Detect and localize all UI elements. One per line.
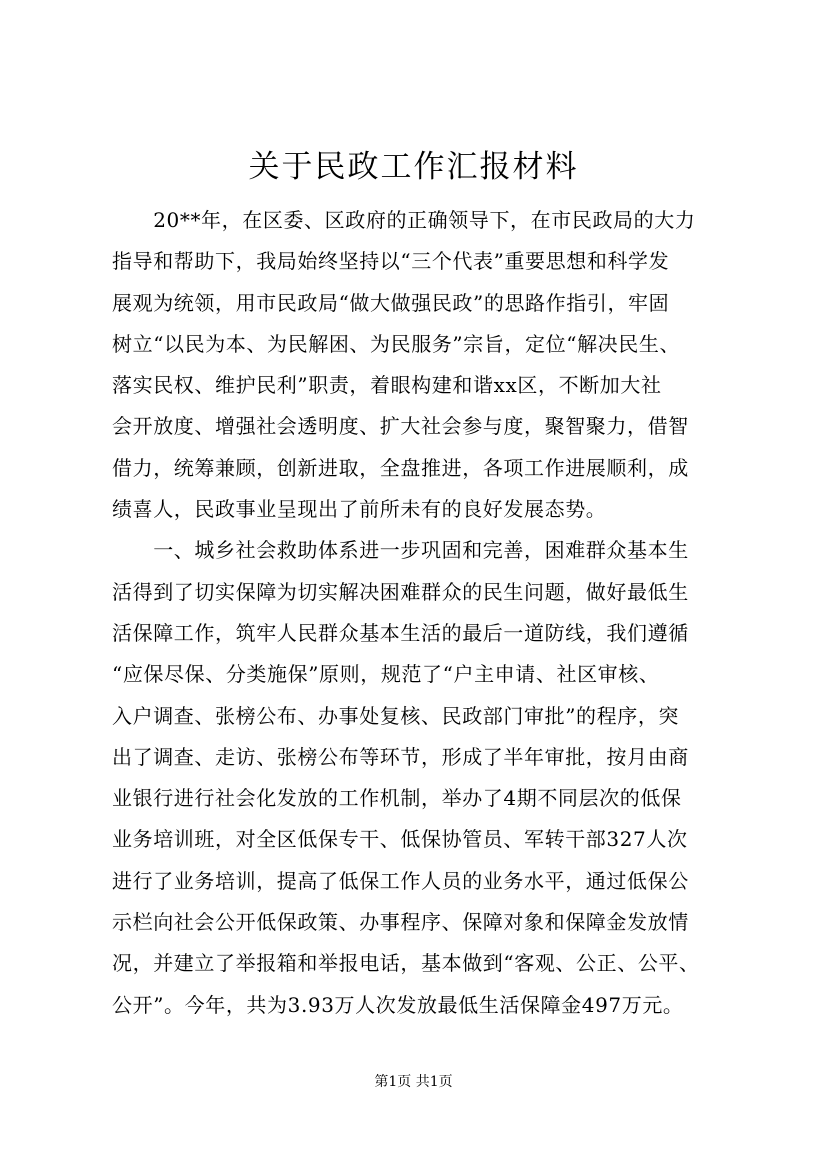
body-line: 指导和帮助下，我局始终坚持以“三个代表”重要思想和科学发 [112,249,670,274]
body-line: 活得到了切实保障为切实解决困难群众的民生问题，做好最低生 [112,579,689,604]
document-title: 关于民政工作汇报材料 [248,149,579,185]
body-line: 示栏向社会公开低保政策、办事程序、保障对象和保障金发放情 [112,910,689,935]
body-line: 借力，统筹兼顾，创新进取，全盘推进，各项工作进展顺利，成 [112,455,689,480]
body-line: 进行了业务培训，提高了低保工作人员的业务水平，通过低保公 [112,868,689,893]
body-line: 活保障工作，筑牢人民群众基本生活的最后一道防线，我们遵循 [112,620,689,645]
body-line: 树立“以民为本、为民解困、为民服务”宗旨，定位“解决民生、 [112,331,681,356]
body-line: 入户调查、张榜公布、办事处复核、民政部门审批”的程序，突 [112,703,680,728]
body-line: 出了调查、走访、张榜公布等环节，形成了半年审批，按月由商 [112,744,689,769]
body-line: 会开放度、增强社会透明度、扩大社会参与度，聚智聚力，借智 [112,414,689,439]
body-line: 业银行进行社会化发放的工作机制，举办了4期不同层次的低保 [112,786,682,811]
body-line: 一、城乡社会救助体系进一步巩固和完善，困难群众基本生 [112,538,689,563]
body-line: “应保尽保、分类施保”原则，规范了“户主申请、社区审核、 [112,662,660,687]
body-line: 绩喜人，民政事业呈现出了前所未有的良好发展态势。 [112,497,607,522]
body-line: 落实民权、维护民利”职责，着眼构建和谐xx区，不断加大社 [112,373,662,398]
body-line: 况，并建立了举报箱和举报电话，基本做到“客观、公正、公平、 [112,951,700,976]
page-number-footer: 第1页 共1页 [374,1074,453,1090]
document-body [112,200,752,1026]
body-line: 展观为统领，用市民政局“做大做强民政”的思路作指引，牢固 [112,290,670,315]
body-line: 公开”。今年，共为3.93万人次发放最低生活保障金497万元。 [112,992,684,1017]
body-line: 20**年，在区委、区政府的正确领导下，在市民政局的大力 [112,208,696,232]
body-line: 业务培训班，对全区低保专干、低保协管员、军转干部327人次 [112,827,688,852]
